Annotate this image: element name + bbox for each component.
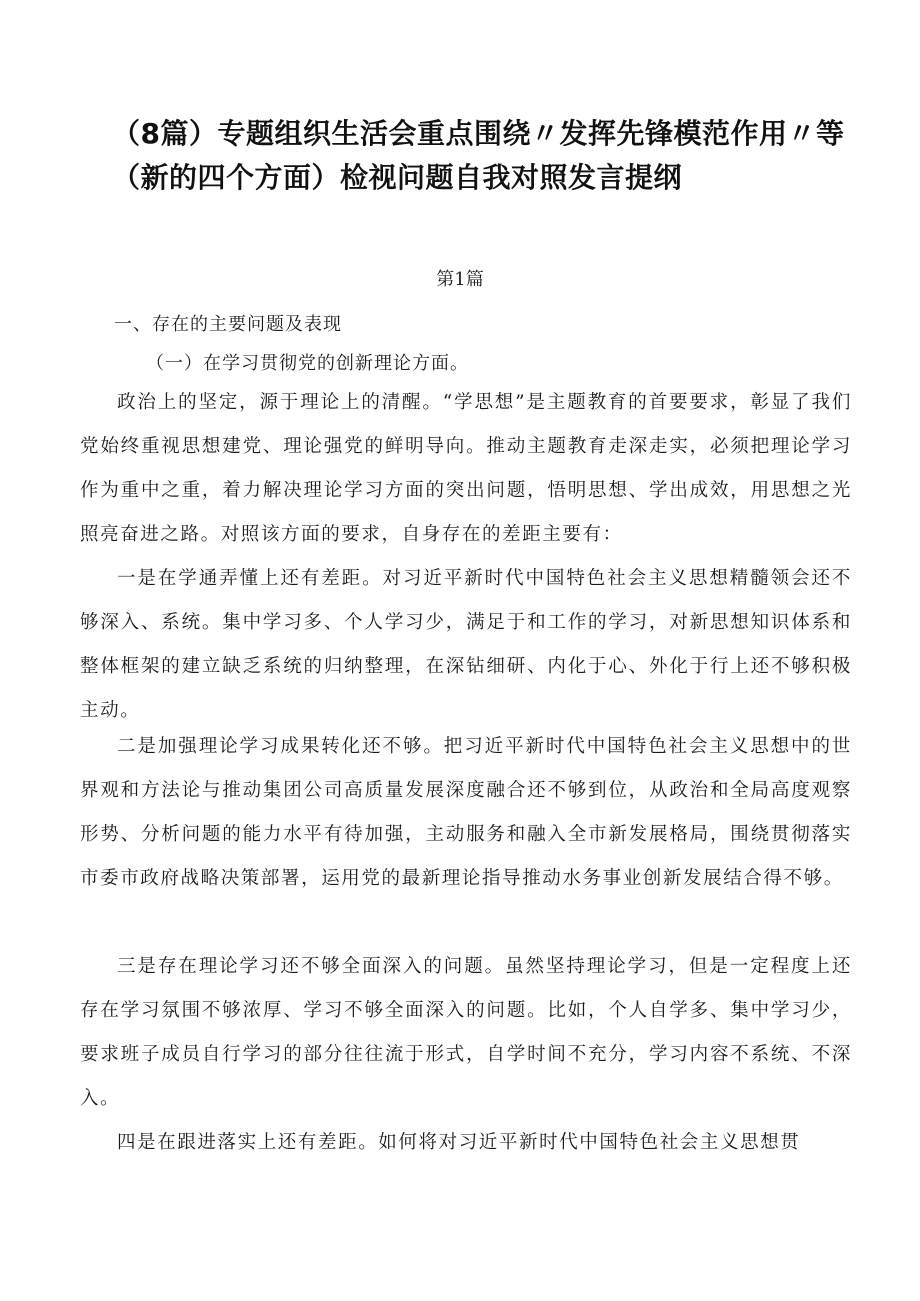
paragraph: 一是在学通弄懂上还有差距。对习近平新时代中国特色社会主义思想精髓领会还不够深入、系统。集中学习多、个人学习少，满足于和工作的学习，对新思想知识体系和整体框架的建立缺乏系统的归纳整理，在深钻细研、内化于心、外化于行上还不够积极主动。 [80,568,852,721]
title-line-1: （8篇）专题组织生活会重点围绕〃发挥先锋模范作用〃等 [112,117,845,150]
heading-level-2: （一）在学习贯彻党的创新理论方面。 [146,353,469,374]
heading-level-1: 一、存在的主要问题及表现 [114,314,342,335]
paragraph: 四是在跟进落实上还有差距。如何将对习近平新时代中国特色社会主义思想贯 [117,1132,801,1153]
paragraph: 政治上的坚定，源于理论上的清醒。“学思想”是主题教育的首要要求，彰显了我们党始终重视思想建党、理论强党的鲜明导向。推动主题教育走深走实，必须把理论学习作为重中之重，着力解决理论学习方面的突出问题，悟明思想、学出成效，用思想之光照亮奋进之路。对照该方面的要求，自身存在的差距主要有： [80,392,852,545]
section-label: 第1篇 [436,269,484,290]
title-line-2: （新的四个方面）检视问题自我对照发言提纲 [112,161,683,194]
paragraph: 三是存在理论学习还不够全面深入的问题。虽然坚持理论学习，但是一定程度上还存在学习氛围不够浓厚、学习不够全面深入的问题。比如，个人自学多、集中学习少，要求班子成员自行学习的部分往往流于形式，自学时间不充分，学习内容不系统、不深入。 [80,956,852,1109]
paragraph: 二是加强理论学习成果转化还不够。把习近平新时代中国特色社会主义思想中的世界观和方法论与推动集团公司高质量发展深度融合还不够到位，从政治和全局高度观察形势、分析问题的能力水平有待加强，主动服务和融入全市新发展格局，围绕贯彻落实市委市政府战略决策部署，运用党的最新理论指导推动水务事业创新发展结合得不够。 [80,736,852,889]
document-title [112,112,872,200]
